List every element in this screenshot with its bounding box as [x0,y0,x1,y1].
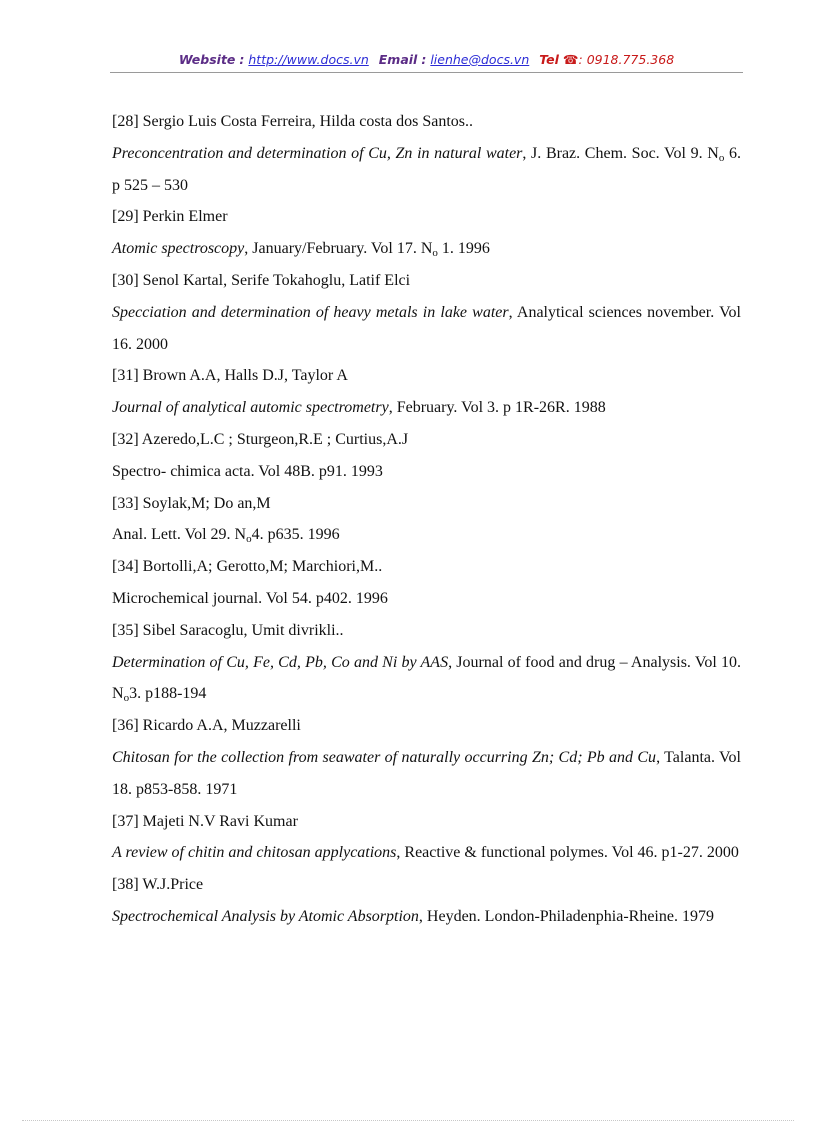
reference-source: Microchemical journal. Vol 54. p402. 1996 [112,589,388,607]
number-subscript: o [123,692,130,705]
reference-title: A review of chitin and chitosan applycations [112,844,397,862]
reference-title: Atomic spectroscopy [112,240,245,258]
reference-source: , January/February. Vol 17. N [244,240,433,258]
reference-author-line: [28] Sergio Luis Costa Ferreira, Hilda costa dos Santos.. [112,113,473,130]
website-label: Website [178,52,236,67]
reference-title: Journal of analytical automic spectrometry [112,399,389,417]
reference-author-line: [33] Soylak,M; Do an,M [112,494,271,512]
reference-citation [112,138,741,202]
reference-citation [112,233,741,265]
reference-source-tail: 3. p188-194 [129,685,207,703]
reference-author-line: [34] Bortolli,A; Gerotto,M; Marchiori,M.. [112,558,383,576]
reference-source-tail: 1. 1996 [437,240,490,258]
reference-source-tail: 4. p635. 1996 [251,526,340,544]
reference-citation [112,742,741,806]
website-link[interactable]: http://www.docs.vn [248,52,369,67]
reference-source: , February. Vol 3. p 1R-26R. 1988 [388,399,606,417]
reference-list [112,106,741,933]
reference-source: , Analytical sciences november. Vol 16. 2000 [112,303,742,353]
reference-source: , Heyden. London-Philadenphia-Rheine. 1979 [418,907,714,925]
page-header [110,52,743,67]
reference-citation [112,647,741,711]
reference-author-line: [36] Ricardo A.A, Muzzarelli [112,717,301,735]
email-colon: : [421,52,427,67]
tel-label: Tel [539,52,559,67]
phone-icon: ☎ [562,52,579,67]
footer-divider [22,1120,794,1121]
reference-citation [112,519,741,551]
email-link[interactable]: lienhe@docs.vn [430,52,530,67]
reference-source: , J. Braz. Chem. Soc. Vol 9. N [522,144,719,162]
reference-title: Spectrochemical Analysis by Atomic Absorption [112,907,419,925]
reference-citation [112,901,741,933]
reference-author-line: [32] Azeredo,L.C ; Sturgeon,R.E ; Curtius,A.J [112,430,409,448]
number-subscript: o [246,533,252,546]
email-label: Email [378,52,418,67]
tel-colon: : [578,52,583,67]
reference-source: , Talanta. Vol 18. p853-858. 1971 [112,748,741,798]
reference-author-line: [29] Perkin Elmer [112,208,228,226]
website-colon: : [239,52,245,67]
reference-source: Anal. Lett. Vol 29. N [112,526,247,544]
reference-author-line: [35] Sibel Saracoglu, Umit divrikli.. [112,621,344,639]
reference-citation [112,392,741,424]
reference-author-line: [31] Brown A.A, Halls D.J, Taylor A [112,367,348,385]
reference-author-line: [30] Senol Kartal, Serife Tokahoglu, Latif Elci [112,271,411,289]
reference-source: , Journal of food and drug – Analysis. Vol 10. N [112,653,742,703]
reference-citation [112,837,741,869]
reference-author-line: [37] Majeti N.V Ravi Kumar [112,812,298,830]
number-subscript: o [718,151,725,164]
header-divider [110,72,743,73]
reference-title: Preconcentration and determination of Cu, Zn in natural water [112,144,523,162]
reference-title: Determination of Cu, Fe, Cd, Pb, Co and Ni by AAS [112,653,449,671]
number-subscript: o [432,247,438,260]
reference-citation [112,297,741,361]
reference-source-tail: 6. p 525 – 530 [112,144,741,194]
phone-number: 0918.775.368 [586,52,675,67]
reference-citation [112,583,741,615]
reference-author-line: [38] W.J.Price [112,876,204,894]
reference-citation [112,456,741,488]
reference-source: Spectro- chimica acta. Vol 48B. p91. 1993 [112,462,383,480]
reference-title: Chitosan for the collection from seawater of naturally occurring Zn; Cd; Pb and Cu [112,748,657,766]
reference-source: , Reactive & functional polymes. Vol 46. p1-27. 2000 [396,844,739,862]
reference-title: Specciation and determination of heavy metals in lake water [112,303,509,321]
